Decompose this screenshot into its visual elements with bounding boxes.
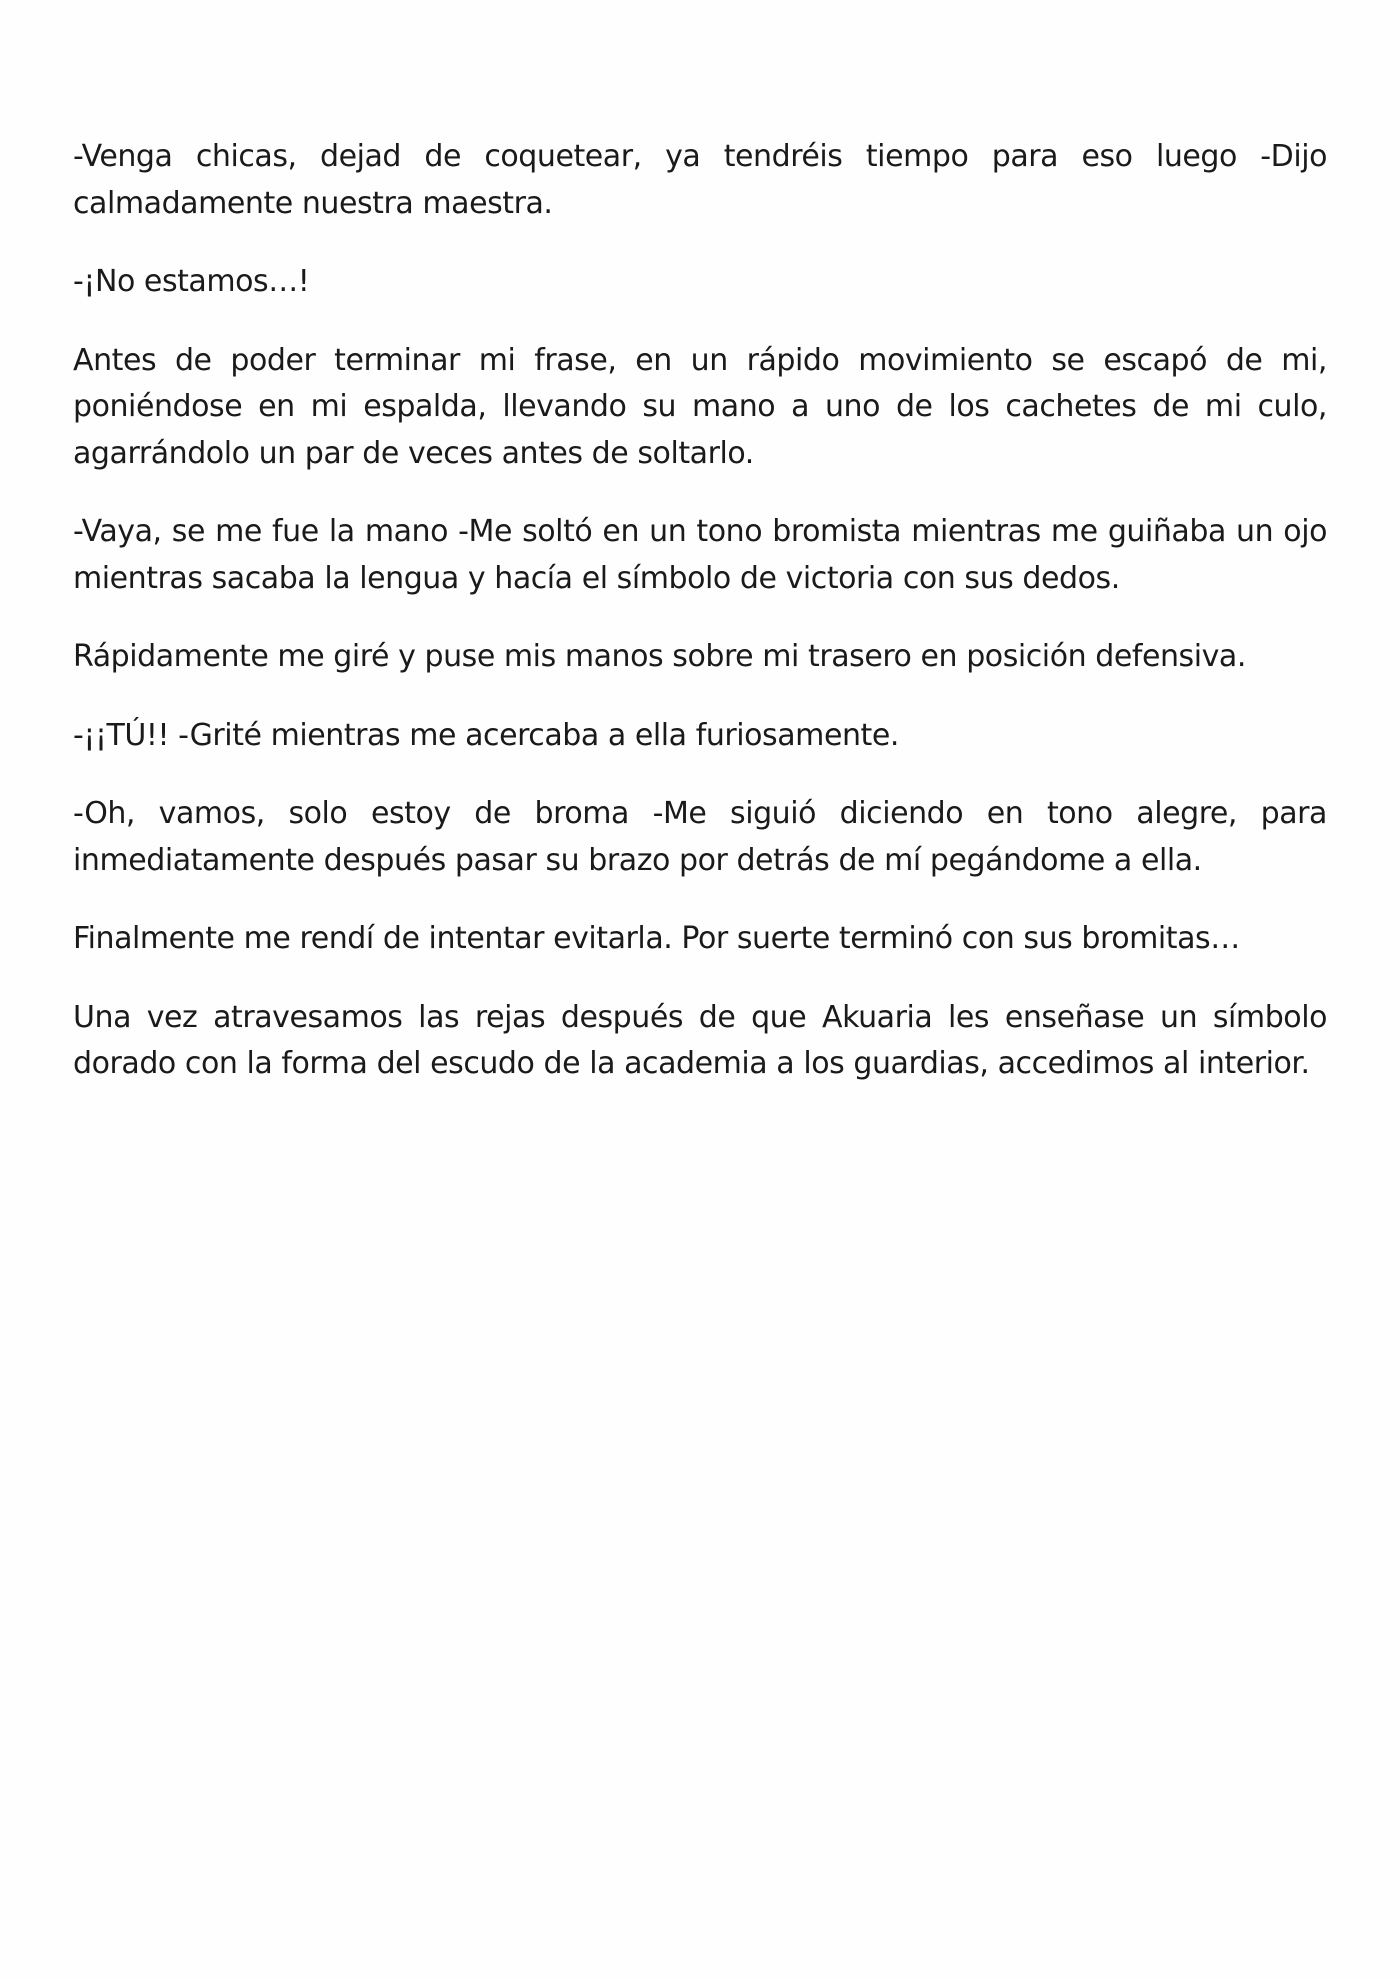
- paragraph: -¡No estamos…!: [73, 264, 310, 299]
- paragraph: Una vez atravesamos las rejas después de que Akuaria les enseñase un símbolo dorado con la forma del escudo de la academia a los guardias, accedimos al interior.: [73, 999, 1327, 1081]
- paragraph: Rápidamente me giré y puse mis manos sobre mi trasero en posición defensiva.: [73, 639, 1246, 674]
- paragraph: Finalmente me rendí de intentar evitarla. Por suerte terminó con sus bromitas…: [73, 921, 1240, 956]
- text-body: [73, 134, 1327, 1120]
- paragraph: -Oh, vamos, solo estoy de broma -Me siguió diciendo en tono alegre, para inmediatamente después pasar su brazo por detrás de mí pegándome a ella.: [73, 796, 1327, 878]
- paragraph: -¡¡TÚ!! -Grité mientras me acercaba a ella furiosamente.: [73, 717, 899, 753]
- paragraph: -Vaya, se me fue la mano -Me soltó en un tono bromista mientras me guiñaba un ojo mientras sacaba la lengua y hacía el símbolo de victoria con sus dedos.: [73, 514, 1327, 596]
- paragraph: Antes de poder terminar mi frase, en un rápido movimiento se escapó de mi, poniéndose en mi espalda, llevando su mano a uno de los cachetes de mi culo, agarrándolo un par de veces antes de soltarlo.: [73, 342, 1327, 471]
- paragraph: -Venga chicas, dejad de coquetear, ya tendréis tiempo para eso luego -Dijo calmadamente nuestra maestra.: [73, 139, 1327, 221]
